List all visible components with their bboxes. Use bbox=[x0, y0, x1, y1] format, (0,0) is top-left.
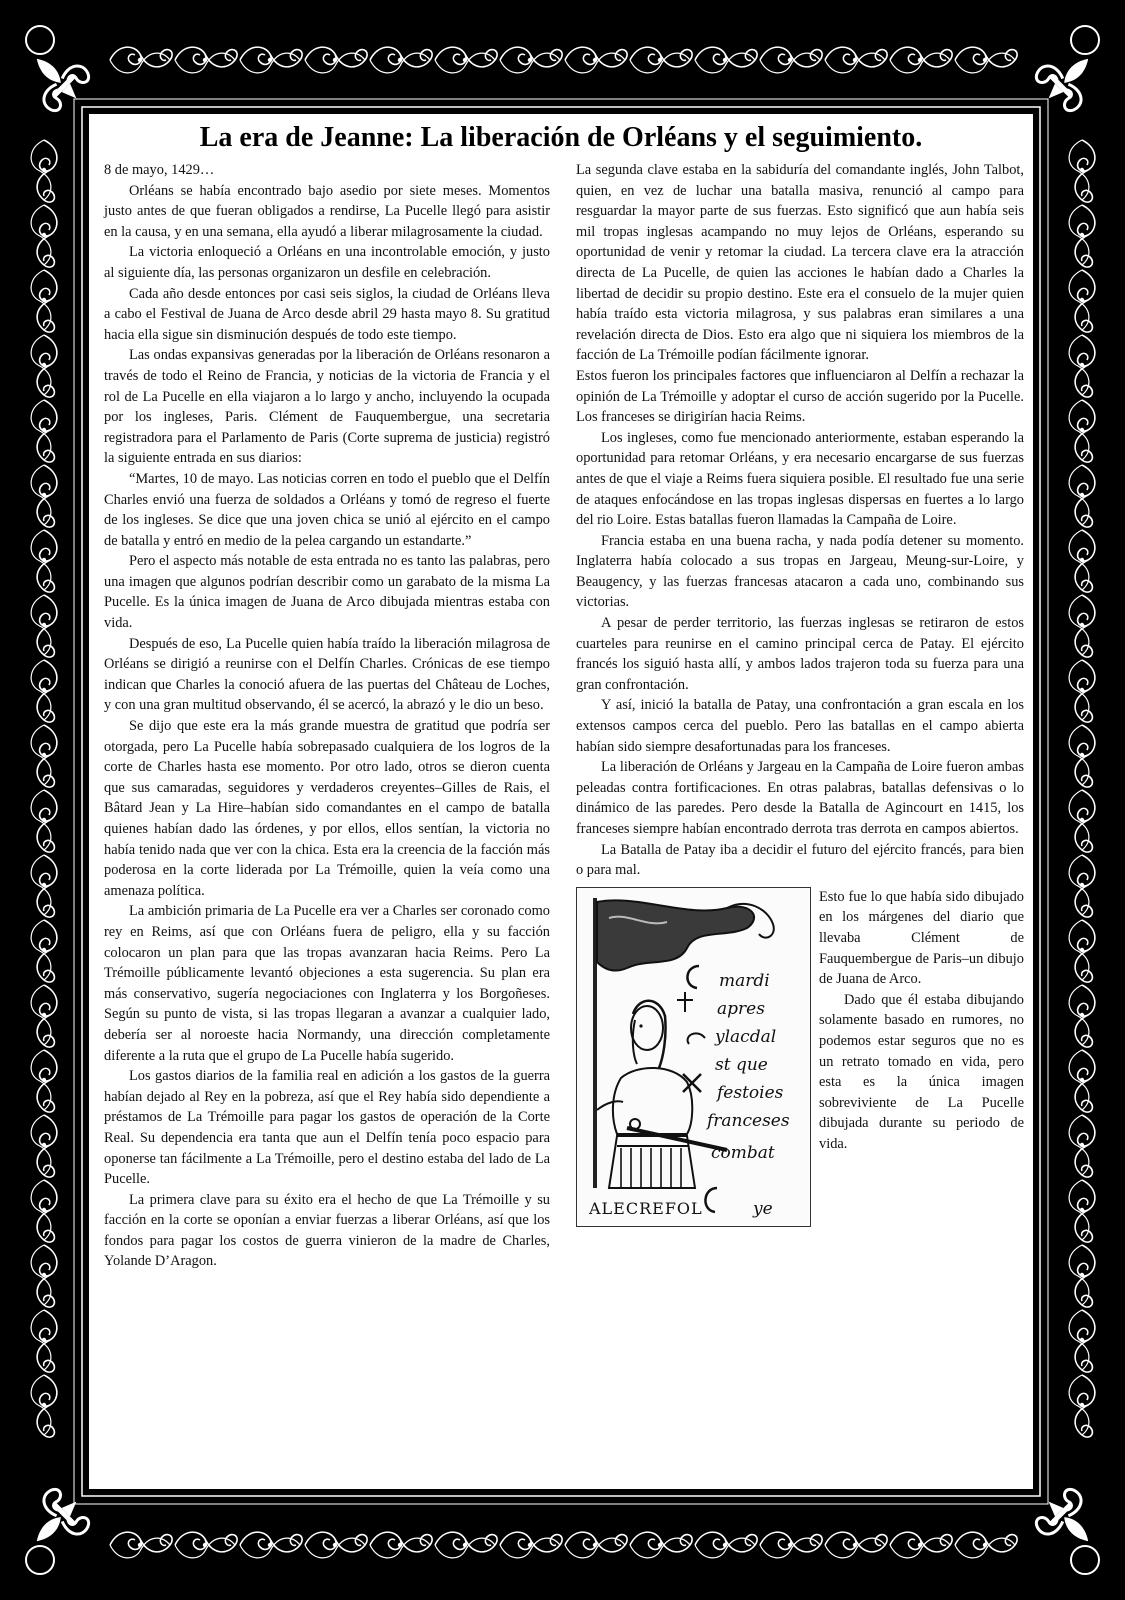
figure-block bbox=[576, 887, 1024, 1227]
paragraph: La liberación de Orléans y Jargeau en la Campaña de Loire fueron ambas peleadas contra fortificaciones. En otras palabras, batallas defensivas o lo dinámico de las paredes. Pero desde la Batalla de Agincourt en 1415, los franceses siempre habían encontrado derrota tras derrota en campos abiertos. bbox=[576, 759, 1024, 837]
caption-paragraph: Dado que él estaba dibujando solamente basado en rumores, no podemos estar seguros que no es un retrato tomado en vida, pero esta es la única imagen sobreviviente de La Pucelle dibujada durante su periodo de vida. bbox=[819, 991, 1024, 1152]
paragraph: Cada año desde entonces por casi seis siglos, la ciudad de Orléans lleva a cabo el Festival de Juana de Arco desde abril 29 hasta mayo 8. Su gratitud hacia ella sigue sin disminución después de todo este tiempo. bbox=[104, 285, 550, 343]
paragraph: Estos fueron los principales factores que influenciaron al Delfín a rechazar la opinión de La Trémoille y adoptar el curso de acción sugerido por la Pucelle. Los franceses se dirigirían hacia Reims. bbox=[576, 367, 1024, 426]
paragraph: Y así, inició la batalla de Patay, una confrontación a gran escala en los extensos campos cerca del pueblo. Pero las batallas en el campo abierta habían sido siempre desafortunadas para los franceses. bbox=[576, 697, 1024, 755]
diary-quote: “Martes, 10 de mayo. Las noticias corren en todo el pueblo que el Delfín Charles envió una fuerza de soldados a Orléans y tomó de regreso el fuerte de los ingleses. Se dice que una joven chica se unió al ejército en el campo de batalla y entró en medio de la pelea cargando un estandarte.” bbox=[104, 470, 550, 549]
paragraph: La segunda clave estaba en la sabiduría del comandante inglés, John Talbot, quien, en vez de luchar una batalla masiva, renunció al campo para resguardar la mayor parte de sus fuerzas. Esto significó que aun había seis mil tropas inglesas acampando no muy lejos de Orléans, esperando su oportunidad de venir y retomar la ciudad. La tercera clave era la atracción directa de La Pucelle, de quien las acciones le habían dado a Charles la libertad de decidir su propio destino. Este era el consuelo de la mujer quien había traído esta victoria milagrosa, y sus palabras eran similares a una revelación directa de Dios. Esto era algo que ni siquiera los miembros de la facción de La Trémoille podían fácilmente ignorar. bbox=[576, 162, 1024, 364]
article-title: La era de Jeanne: La liberación de Orléans y el seguimiento. bbox=[199, 122, 923, 153]
caption-paragraph: Esto fue lo que había sido dibujado en los márgenes del diario que llevaba Clément de Fauquembergue de Paris–un dibujo de Juana de Arco. bbox=[819, 888, 1024, 988]
paragraph: La ambición primaria de La Pucelle era ver a Charles ser coronado como rey en Reims, así que con Orléans fuera de peligro, ella y su facción colocaron un plan para que las tropas avanzaran hacia Reims. Pero La Trémoille públicamente levantó objeciones a esta sugerencia. Su plan era más conservativo, sugería negociaciones con Inglaterra y los Borgoñeses. Según su punto de vista, si las tropas llegaran a avanzar a cualquier lado, debería ser al noroeste hacia Normandy, una dirección completamente diferente a la ruta que el grupo de La Pucelle había sugerido. bbox=[104, 903, 550, 1064]
handwriting-line: apres bbox=[717, 998, 765, 1019]
paragraph: Los gastos diarios de la familia real en adición a los gastos de la guerra habían dejado al Rey en la pobreza, así que el Rey había sido dependiente a préstamos de La Trémoille para pagar los gastos de operación de la Corte Real. Su dependencia era tanta que aun el Delfín tenía poco espacio para oponerse tan fácilmente a La Trémoille, pero el destino estaba del lado de La Pucelle. bbox=[104, 1068, 550, 1188]
paragraph: Pero el aspecto más notable de esta entrada no es tanto las palabras, pero una imagen que algunos podrían describir como un garabato de la misma La Pucelle. Es la única imagen de Juana de Arco dibujada mientras estaba con vida. bbox=[104, 553, 550, 632]
dateline: 8 de mayo, 1429… bbox=[104, 162, 215, 178]
joan-of-arc-sketch-image bbox=[576, 887, 811, 1227]
figure-caption bbox=[819, 887, 1024, 1155]
sketch-inscription: ALECREFOL bbox=[589, 1198, 703, 1218]
handwriting-line: franceses bbox=[707, 1110, 790, 1131]
paragraph: Francia estaba en una buena racha, y nada podía detener su momento. Inglaterra había colocado a sus tropas en Jargeau, Meung-sur-Loire, y Beaugency, y las fuerzas francesas atacaron a cada uno, combinando sus victorias. bbox=[576, 532, 1024, 611]
right-column bbox=[576, 160, 1024, 1227]
paragraph: La primera clave para su éxito era el hecho de que La Trémoille y su facción en la corte se oponían a enviar fuerzas a liberar Orléans, así que los fondos para pagar los costos de guerra vinieron de la madre de Charles, Yolande D’Aragon. bbox=[104, 1191, 550, 1270]
paragraph: Después de eso, La Pucelle quien había traído la liberación milagrosa de Orléans se dirigió a reunirse con el Delfín Charles. Crónicas de ese tiempo indican que Charles la conoció afuera de las puertas del Château de Loches, y con una gran multitud observando, él se acercó, la abrazó y le dio un beso. bbox=[104, 635, 550, 714]
handwriting-line: mardi bbox=[719, 970, 770, 991]
paragraph: La Batalla de Patay iba a decidir el futuro del ejército francés, para bien o para mal. bbox=[576, 841, 1024, 879]
handwriting-line: festoies bbox=[717, 1082, 784, 1103]
paragraph: La victoria enloqueció a Orléans en una incontrolable emoción, y justo al siguiente día, las personas organizaron un desfile en celebración. bbox=[104, 244, 550, 281]
paragraph: Orléans se había encontrado bajo asedio por siete meses. Momentos justo antes de que fueran obligados a rendirse, La Pucelle llegó para asistir en la causa, y en una semana, ella ayudó a liberar milagrosamente la ciudad. bbox=[104, 182, 550, 240]
handwriting-line: st que bbox=[715, 1054, 768, 1075]
left-column bbox=[104, 160, 550, 1272]
handwriting-line: combat bbox=[711, 1142, 775, 1163]
paragraph: A pesar de perder territorio, las fuerzas inglesas se retiraron de estos cuarteles para reunirse en el camino principal cerca de Patay. El ejército francés los siguió hasta allí, y ambos lados trajeron toda su fuerza para una gran confrontación. bbox=[576, 615, 1024, 693]
handwriting-line: ylacdal bbox=[715, 1026, 777, 1047]
handwriting-line: ye bbox=[753, 1198, 773, 1219]
article-paper bbox=[89, 114, 1033, 1489]
paragraph: Las ondas expansivas generadas por la liberación de Orléans resonaron a través de todo el Reino de Francia, y noticias de la victoria de Francia y el rol de La Pucelle en ella viajaron a lo largo y ancho, incluyendo la ocupada por los ingleses, Paris. Clément de Fauquembergue, una secretaria registradora para el Parlamento de Paris (Corte suprema de justicia) registró la siguiente entrada en sus diarios: bbox=[104, 347, 550, 467]
paragraph: Se dijo que este era la más grande muestra de gratitud que podría ser otorgada, pero La Pucelle había sobrepasado cualquiera de los logros de la corte de Charles hasta ese momento. Por otro lado, otros se dieron cuenta que sus camaradas, seguidores y verdaderos creyentes–Gilles de Rais, el Bâtard Jean y La Hire–habían sido comandantes en el campo de batalla quienes habían dado las órdenes, y por ellos, ellos sentían, la victoria no había tenido nada que ver con la chica. Esta era la creencia de la facción más poderosa en la corte liderada por La Trémoille, quien la veía como una amenaza política. bbox=[104, 718, 550, 899]
paragraph: Los ingleses, como fue mencionado anteriormente, estaban esperando la oportunidad para retomar Orléans, y era necesario encargarse de sus fuerzas antes de que el viaje a Reims fuera siquiera posible. El resultado fue una serie de ataques enfocándose en las tropas inglesas dispersas en fuertes a lo largo del rio Loire. Estas batallas fueron llamadas la Campaña de Loire. bbox=[576, 429, 1024, 529]
